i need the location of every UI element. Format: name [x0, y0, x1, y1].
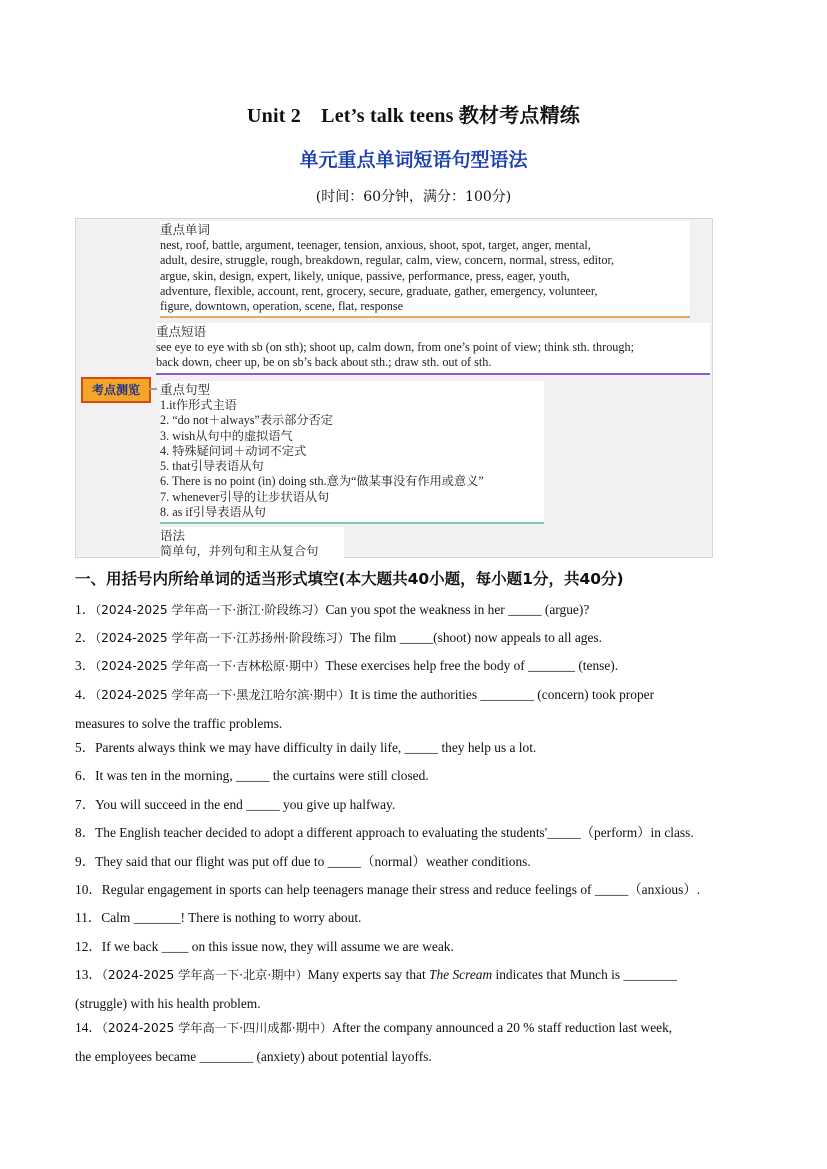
grammar-text: 简单句，并列句和主从复合句 [160, 544, 319, 558]
key-phrases-box [156, 323, 710, 375]
question-item [75, 791, 765, 819]
question-text: Regular engagement in sports can help teenagers manage their stress and reduce feelings of _____（anxious）. [101, 882, 701, 897]
sentence-pattern-item: 3. wish从句中的虚拟语气 [160, 428, 293, 443]
grammar-heading: 语法 [160, 528, 186, 543]
grammar-box [160, 527, 344, 561]
question-number: 14． [75, 1020, 102, 1035]
question-text: If we back ____ on this issue now, they will assume we are weak. [101, 939, 454, 954]
question-text: You will succeed in the end _____ you give up halfway. [95, 797, 396, 812]
question-text: It is time the authorities ________ (concern) took proper [349, 687, 655, 702]
mindmap-connector [149, 388, 157, 390]
question-item [75, 876, 765, 904]
question-text-continued: the employees became ________ (anxiety) about potential layoffs. [75, 1048, 432, 1064]
question-item [75, 596, 765, 625]
knowledge-mindmap [75, 218, 713, 558]
question-text: The film _____(shoot) now appeals to all ages. [349, 630, 602, 645]
question-number: 10． [75, 882, 102, 897]
key-words-line: adventure, flexible, account, rent, grocery, secure, graduate, gather, emergency, volunteer, [160, 283, 598, 298]
key-phrases-heading: 重点短语 [156, 324, 207, 339]
question-number: 5． [75, 740, 96, 755]
sentence-pattern-item: 2. “do not＋always”表示部分否定 [160, 413, 333, 428]
question-number: 12． [75, 939, 102, 954]
question-number: 13． [75, 967, 102, 982]
key-words-box [160, 221, 690, 318]
key-sentences-box [160, 381, 544, 524]
question-source: （2024-2025 学年高一下·吉林松原·期中） [95, 659, 326, 673]
question-number: 6． [75, 768, 96, 783]
key-words-line: nest, roof, battle, argument, teenager, tension, anxious, shoot, spot, target, anger, mental, [160, 238, 591, 252]
question-source: （2024-2025 学年高一下·黑龙江哈尔滨·期中） [95, 688, 350, 702]
question-text: The English teacher decided to adopt a different approach to evaluating the students'_____（perform）in class. [95, 825, 694, 840]
question-text: After the company announced a 20 % staff reduction last week, [332, 1020, 673, 1035]
sentence-pattern-item: 4. 特殊疑问词＋动词不定式 [160, 443, 307, 458]
mindmap-root-label: 考点测览 [81, 377, 151, 403]
question-text: Can you spot the weakness in her _____ (argue)? [325, 602, 590, 617]
question-source: （2024-2025 学年高一下·江苏扬州·阶段练习） [95, 631, 350, 645]
key-words-line: adult, desire, struggle, rough, breakdown, regular, calm, view, concern, normal, stress, editor, [160, 253, 615, 268]
question-text: Parents always think we may have difficulty in daily life, _____ they help us a lot. [95, 740, 537, 755]
question-text: indicates that Munch is ________ [492, 967, 677, 982]
question-item [75, 961, 765, 1017]
question-number: 8． [75, 825, 96, 840]
question-text: It was ten in the morning, _____ the curtains were still closed. [95, 768, 429, 783]
sentence-pattern-item: 8. as if引导表语从句 [160, 505, 266, 520]
sentence-pattern-item: 7. whenever引导的让步状语从句 [160, 489, 330, 504]
question-number: 9． [75, 854, 96, 869]
page-subtitle: 单元重点单词短语句型语法 [299, 149, 528, 171]
key-phrases-line: see eye to eye with sb (on sth); shoot up, calm down, from one’s point of view; think sth. through; [156, 340, 634, 354]
question-item [75, 762, 765, 790]
key-words-heading: 重点单词 [160, 222, 211, 237]
key-words-line: figure, downtown, operation, scene, flat, response [160, 299, 404, 314]
question-source: （2024-2025 学年高一下·浙江·阶段练习） [95, 603, 326, 617]
question-item [75, 933, 765, 961]
question-italic-title: The Scream [429, 967, 493, 982]
question-number: 1． [75, 602, 96, 617]
question-text-continued: measures to solve the traffic problems. [75, 715, 283, 731]
question-source: （2024-2025 学年高一下·四川成都·期中） [101, 1021, 333, 1035]
sentence-pattern-item: 1.it作形式主语 [160, 398, 237, 412]
question-text: Calm _______! There is nothing to worry about. [101, 910, 362, 925]
section-heading: 一、用括号内所给单词的适当形式填空(本大题共40小题，每小题1分，共40分) [75, 570, 624, 588]
question-text: Many experts say that [307, 967, 430, 982]
question-text: These exercises help free the body of _______ (tense). [325, 658, 619, 673]
question-item [75, 652, 765, 681]
page-title: Unit 2 Let’s talk teens 教材考点精练 [246, 105, 581, 127]
key-phrases-line: back down, cheer up, be on sb’s back about sth.; draw sth. out of sth. [156, 355, 492, 370]
question-item [75, 681, 765, 737]
time-info: (时间：60分钟，满分：100分) [315, 189, 512, 205]
key-sentences-heading: 重点句型 [160, 382, 211, 397]
question-item [75, 1014, 765, 1070]
question-text: They said that our flight was put off due to _____（normal）weather conditions. [95, 854, 531, 869]
question-source: （2024-2025 学年高一下·北京·期中） [101, 968, 308, 982]
question-item [75, 734, 765, 762]
question-number: 4． [75, 687, 96, 702]
question-item [75, 624, 765, 653]
key-words-line: argue, skin, design, expert, likely, unique, passive, performance, press, eager, youth, [160, 268, 570, 283]
sentence-pattern-item: 6. There is no point (in) doing sth.意为“做某事没有作用或意义” [160, 474, 484, 489]
question-item [75, 904, 765, 932]
question-number: 3． [75, 658, 96, 673]
question-item [75, 848, 765, 876]
question-number: 2． [75, 630, 96, 645]
question-text-continued: (struggle) with his health problem. [75, 995, 261, 1011]
sentence-pattern-item: 5. that引导表语从句 [160, 459, 264, 474]
question-number: 11． [75, 910, 102, 925]
question-item [75, 819, 765, 847]
question-number: 7． [75, 797, 96, 812]
